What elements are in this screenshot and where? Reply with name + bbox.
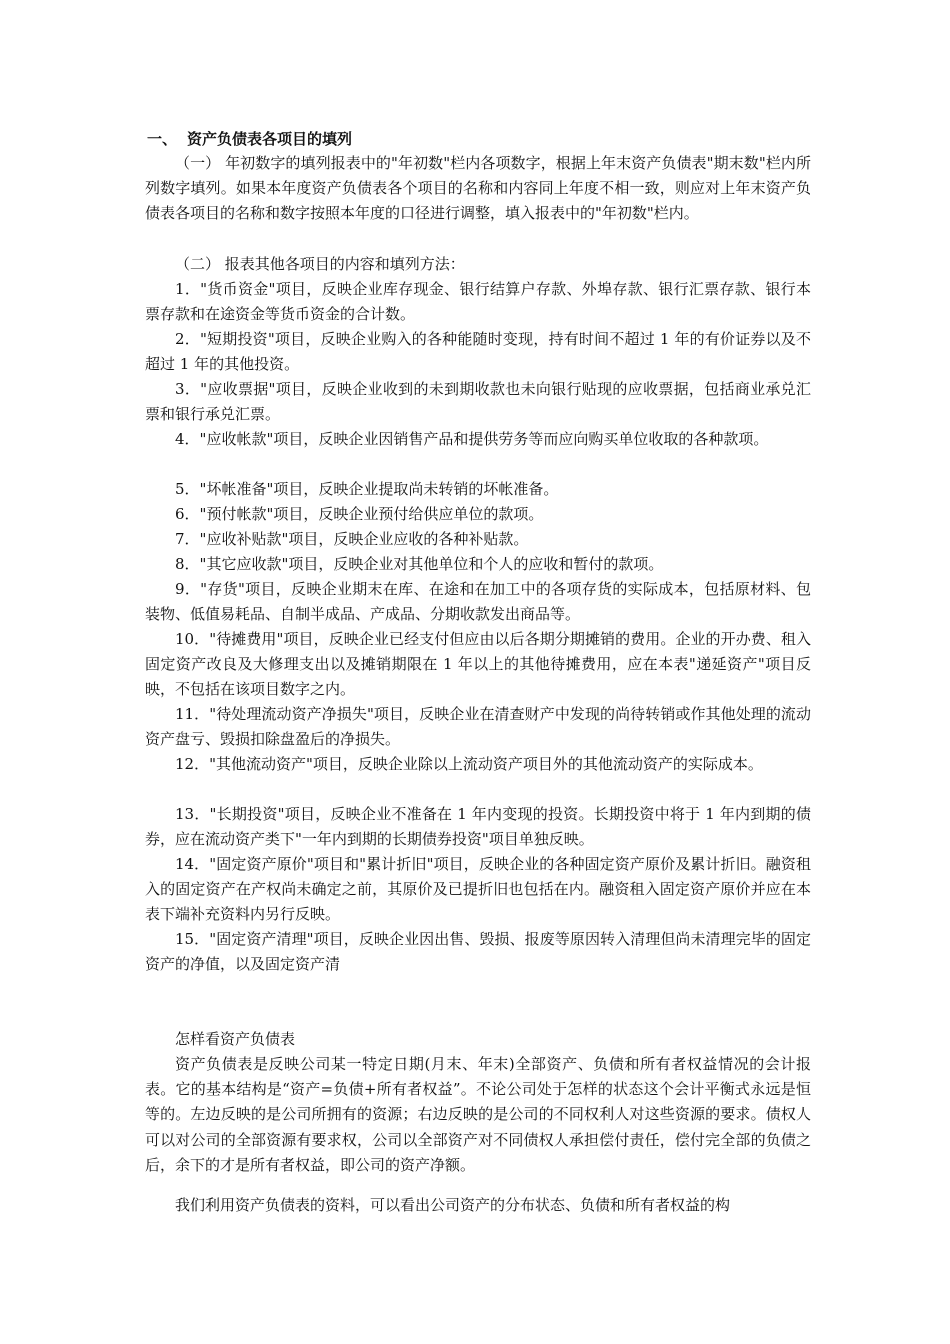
paragraph-item-9: 9．"存货"项目，反映企业期末在库、在途和在加工中的各项存货的实际成本，包括原材料、包装物、低值易耗品、自制半成品、产成品、分期收款发出商品等。 <box>145 580 811 624</box>
paragraph-item-7: 7．"应收补贴款"项目，反映企业应收的各种补贴款。 <box>175 530 529 548</box>
paragraph-opening-figures: （一） 年初数字的填列报表中的"年初数"栏内各项数字，根据上年末资产负债表"期末数"栏内所列数字填列。如果本年度资产负债表各个项目的名称和内容同上年度不相一致，则应对上年末资产负债表各项目的名称和数字按照本年度的口径进行调整，填入报表中的"年初数"栏内。 <box>145 154 811 223</box>
paragraph-item-2: 2．"短期投资"项目，反映企业购入的各种能随时变现，持有时间不超过 1 年的有价证券以及不超过 1 年的其他投资。 <box>145 330 811 374</box>
second-section-title: 怎样看资产负债表 <box>175 1030 296 1048</box>
section-title: 资产负债表各项目的填列 <box>187 130 353 148</box>
paragraph-item-14: 14．"固定资产原价"项目和"累计折旧"项目，反映企业的各种固定资产原价及累计折旧。融资租入的固定资产在产权尚未确定之前，其原价及已提折旧也包括在内。融资租入固定资产原价并应在本表下端补充资料内另行反映。 <box>145 855 811 924</box>
section-heading <box>147 128 352 150</box>
paragraph-item-13: 13．"长期投资"项目，反映企业不准备在 1 年内变现的投资。长期投资中将于 1 年内到期的债券，应在流动资产类下"一年内到期的长期债券投资"项目单独反映。 <box>145 805 811 849</box>
paragraph-item-10: 10．"待摊费用"项目，反映企业已经支付但应由以后各期分期摊销的费用。企业的开办费、租入固定资产改良及大修理支出以及摊销期限在 1 年以上的其他待摊费用，应在本表"递延资产"项目反映，不包括在该项目数字之内。 <box>145 630 811 699</box>
paragraph-item-5: 5．"坏帐准备"项目，反映企业提取尚未转销的坏帐准备。 <box>175 480 559 498</box>
paragraph-item-1: 1．"货币资金"项目，反映企业库存现金、银行结算户存款、外埠存款、银行汇票存款、银行本票存款和在途资金等货币资金的合计数。 <box>145 280 811 324</box>
paragraph-item-6: 6．"预付帐款"项目，反映企业预付给供应单位的款项。 <box>175 505 544 523</box>
paragraph-other-items-intro: （二） 报表其他各项目的内容和填列方法： <box>175 255 465 273</box>
paragraph-balance-sheet-structure: 资产负债表是反映公司某一特定日期(月末、年末)全部资产、负债和所有者权益情况的会计报表。它的基本结构是“资产=负债+所有者权益”。不论公司处于怎样的状态这个会计平衡式永远是恒等的。左边反映的是公司所拥有的资源；右边反映的是公司的不同权利人对这些资源的要求。债权人可以对公司的全部资源有要求权，公司以全部资产对不同债权人承担偿付责任，偿付完全部的负债之后，余下的才是所有者权益，即公司的资产净额。 <box>145 1055 811 1174</box>
paragraph-item-4: 4．"应收帐款"项目，反映企业因销售产品和提供劳务等而应向购买单位收取的各种款项。 <box>175 430 769 448</box>
paragraph-item-15: 15．"固定资产清理"项目，反映企业因出售、毁损、报废等原因转入清理但尚未清理完毕的固定资产的净值，以及固定资产清 <box>145 930 811 974</box>
paragraph-item-12: 12．"其他流动资产"项目，反映企业除以上流动资产项目外的其他流动资产的实际成本。 <box>175 755 763 773</box>
paragraph-item-3: 3．"应收票据"项目，反映企业收到的未到期收款也未向银行贴现的应收票据，包括商业承兑汇票和银行承兑汇票。 <box>145 380 811 424</box>
paragraph-balance-sheet-usage: 我们利用资产负债表的资料，可以看出公司资产的分布状态、负债和所有者权益的构 <box>175 1196 731 1214</box>
section-number: 一、 <box>147 130 178 148</box>
paragraph-item-11: 11．"待处理流动资产净损失"项目，反映企业在清查财产中发现的尚待转销或作其他处理的流动资产盘亏、毁损扣除盘盈后的净损失。 <box>145 705 811 749</box>
paragraph-item-8: 8．"其它应收款"项目，反映企业对其他单位和个人的应收和暂付的款项。 <box>175 555 664 573</box>
